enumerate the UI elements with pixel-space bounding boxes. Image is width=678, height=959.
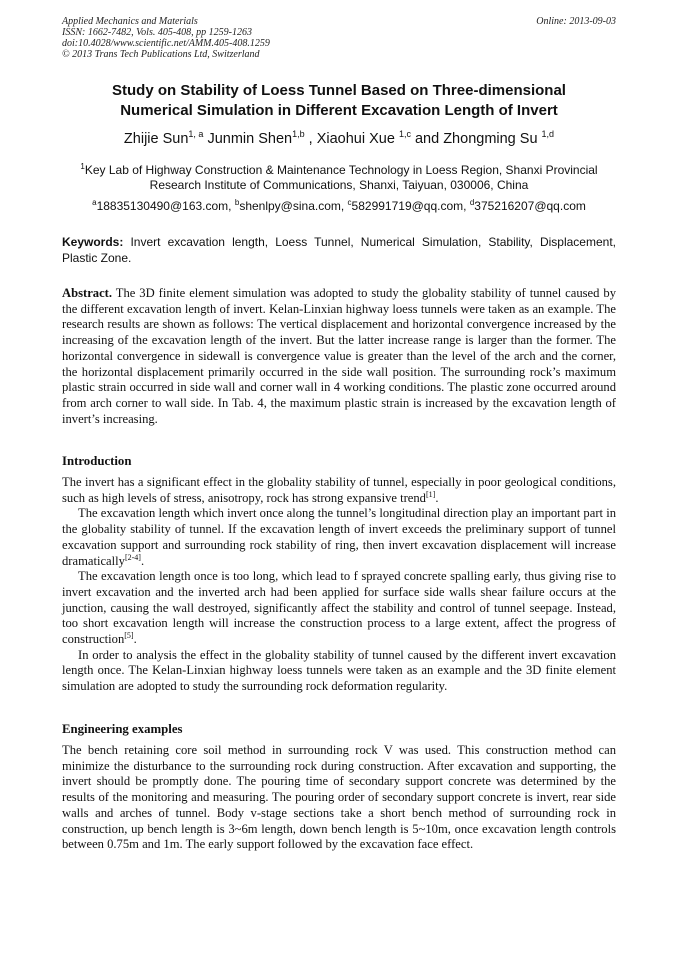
email-c: 582991719@qq.com, bbox=[351, 199, 470, 213]
author-2: Junmin Shen bbox=[203, 131, 293, 147]
online-date: Online: 2013-09-03 bbox=[536, 16, 616, 27]
journal-doi: doi:10.4028/www.scientific.net/AMM.405-408.1259 bbox=[62, 38, 270, 49]
keywords-label: Keywords: bbox=[62, 235, 124, 249]
abstract-label: Abstract. bbox=[62, 286, 113, 300]
journal-copyright: © 2013 Trans Tech Publications Ltd, Switzerland bbox=[62, 49, 260, 60]
paragraph: The excavation length which invert once along the tunnel’s longitudinal direction play an important part in the globality stability of tunnel. If the excavation length of invert exceeds the preliminary support of tunnel excavation support and surrounding rock stability of ring, then invert excavation displacement will increase dramatically[2-4]. bbox=[62, 506, 616, 568]
author-4-marker: 1,d bbox=[541, 129, 555, 139]
email-a: 18835130490@163.com, bbox=[96, 199, 235, 213]
affiliation bbox=[62, 163, 616, 193]
affiliation-marker: 1 bbox=[80, 162, 85, 171]
affiliation-line-2: Research Institute of Communications, Shanxi, Taiyuan, 030006, China bbox=[149, 178, 529, 192]
section-heading-engineering-examples: Engineering examples bbox=[62, 722, 183, 736]
citation: [2-4] bbox=[124, 552, 141, 562]
abstract-text: The 3D finite element simulation was adopted to study the globality stability of tunnel caused by the different excavation length of invert. Kelan-Linxian highway loess tunnels were taken as an example. The research results are shown as follows: The vertical displacement and horizontal convergence increased by the increasing of the excavation length of the invert. But the latter increase range is larger than the former. The horizontal convergence in sidewall is convergence value is greater than the level of the arch and the corner, the horizontal displacement primarily occurred in the side wall position. The surrounding rock’s maximum plastic strain occurred in side wall and corner wall in 4 working conditions. The plastic zone occurred around from arch corner to wall side. In Tab. 4, the maximum plastic strain is increased by the excavation length of invert’s increasing. bbox=[62, 286, 616, 426]
journal-issn: ISSN: 1662-7482, Vols. 405-408, pp 1259-1263 bbox=[62, 27, 252, 38]
keywords bbox=[62, 235, 616, 266]
paragraph: The bench retaining core soil method in surrounding rock V was used. This construction method can minimize the disturbance to the surrounding rock during construction. After excavation and supporting, the invert should be promptly done. The pouring time of secondary support concrete was determined by the results of the monitoring and measuring. The pouring order of secondary support concrete is invert, rear side walls and arches of tunnel. Body v-stage sections take a short bench method of surrounding rock in construction, up bench length is 3~6m length, down bench length is 5~10m, once excavation length controls between 0.75m and 1m. The early support followed by the excavation face effect. bbox=[62, 743, 616, 852]
email-d: 375216207@qq.com bbox=[474, 199, 586, 213]
title-line-2: Numerical Simulation in Different Excavation Length of Invert bbox=[120, 102, 558, 119]
email-b-marker: b bbox=[234, 198, 240, 207]
title-line-1: Study on Stability of Loess Tunnel Based on Three-dimensional bbox=[112, 82, 566, 99]
author-list bbox=[62, 129, 616, 149]
author-1: Zhijie Sun bbox=[123, 131, 189, 147]
email-a-marker: a bbox=[92, 198, 97, 207]
paragraph: The invert has a significant effect in the globality stability of tunnel, especially in poor geological conditions, such as high levels of stress, anisotropy, rock has strong expansive trend[1]. bbox=[62, 475, 616, 505]
section-heading-introduction: Introduction bbox=[62, 454, 132, 468]
citation: [1] bbox=[425, 489, 436, 499]
journal-header bbox=[62, 16, 616, 60]
paragraph: In order to analysis the effect in the globality stability of tunnel caused by the different invert excavation length once. The Kelan-Linxian highway loess tunnels were taken as an example and the 3D finite element simulation are adopted to study the surrounding rock deformation regularity. bbox=[62, 647, 616, 694]
keywords-text: Invert excavation length, Loess Tunnel, Numerical Simulation, Stability, Displacement, Plastic Zone. bbox=[62, 235, 616, 265]
introduction-body bbox=[62, 475, 616, 695]
affiliation-line-1: Key Lab of Highway Construction & Maintenance Technology in Loess Region, Shanxi Provincial bbox=[84, 163, 598, 177]
author-3-marker: 1,c bbox=[398, 129, 411, 139]
author-4: and Zhongming Su bbox=[410, 131, 542, 147]
email-b: shenlpy@sina.com, bbox=[239, 199, 348, 213]
email-d-marker: d bbox=[469, 198, 475, 207]
author-3: , Xiaohui Xue bbox=[304, 131, 399, 147]
citation: [5] bbox=[124, 631, 134, 641]
engineering-body bbox=[62, 743, 616, 853]
journal-name: Applied Mechanics and Materials bbox=[62, 16, 198, 27]
author-2-marker: 1,b bbox=[292, 129, 305, 139]
paper-title bbox=[62, 81, 616, 121]
author-1-marker: 1, a bbox=[188, 129, 204, 139]
abstract bbox=[62, 286, 616, 427]
email-list bbox=[62, 199, 616, 214]
email-c-marker: c bbox=[347, 198, 352, 207]
paragraph: The excavation length once is too long, which lead to f sprayed concrete spalling early, thus giving rise to invert excavation and the inverted arch had been applied for surface side walls shear failure occurs at the junction, causing the wall destroyed, significantly affect the stability and control of tunnel seepage. Instead, too short excavation length will increase the construction process to a large extent, affect the progress of construction[5]. bbox=[62, 569, 616, 647]
